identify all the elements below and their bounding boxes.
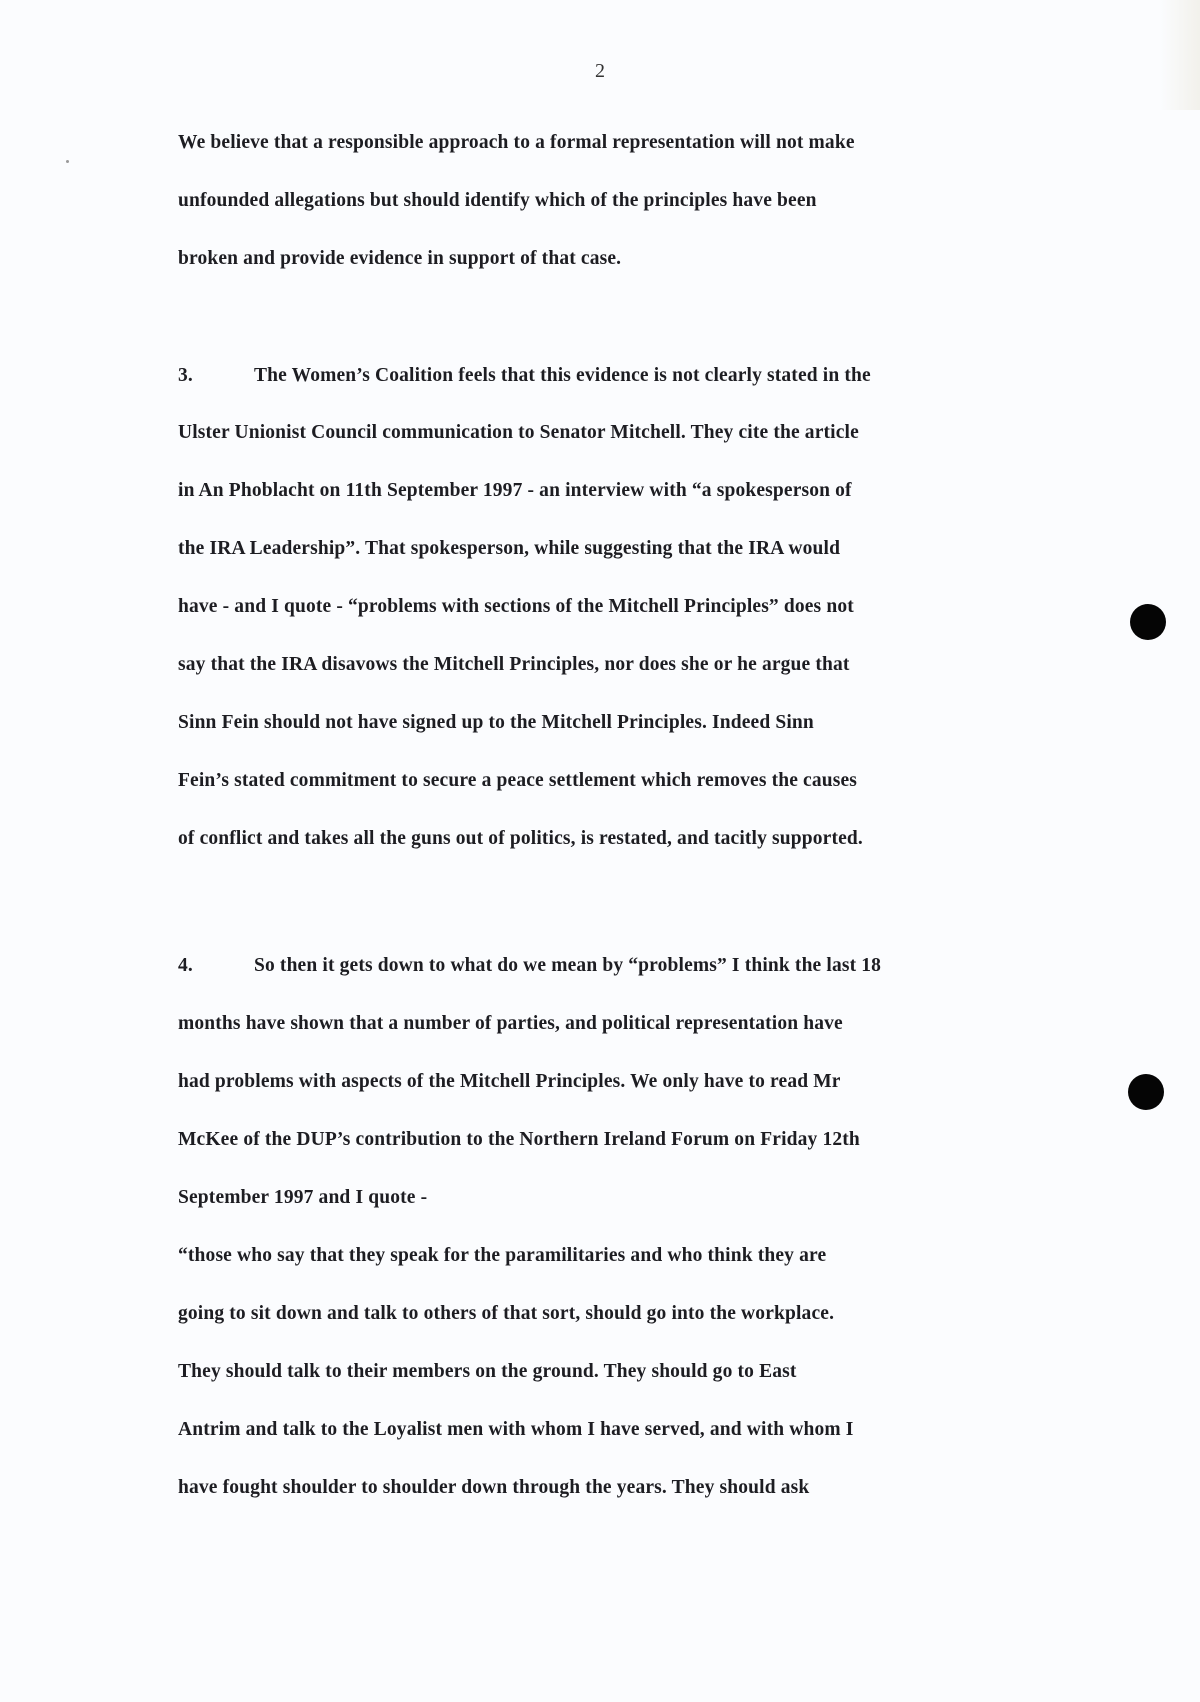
quote-line: Antrim and talk to the Loyalist men with whom I have served, and with whom I — [178, 1419, 854, 1440]
text-line: had problems with aspects of the Mitchell Principles. We only have to read Mr — [178, 1071, 841, 1092]
text-line: broken and provide evidence in support of that case. — [178, 248, 622, 269]
text-line: months have shown that a number of parties, and political representation have — [178, 1013, 843, 1034]
text-line: Ulster Unionist Council communication to Senator Mitchell. They cite the article — [178, 422, 859, 443]
text-line: Sinn Fein should not have signed up to the Mitchell Principles. Indeed Sinn — [178, 712, 814, 733]
text-line: have - and I quote - “problems with sections of the Mitchell Principles” does not — [178, 596, 854, 617]
text-line: Fein’s stated commitment to secure a peace settlement which removes the causes — [178, 770, 858, 791]
text-line: We believe that a responsible approach to a formal representation will not make — [178, 132, 855, 153]
text-line: of conflict and takes all the guns out of politics, is restated, and tacitly supported. — [178, 828, 863, 849]
punch-hole — [1130, 604, 1166, 640]
paragraph-3-first-line — [178, 365, 871, 387]
quote-line: have fought shoulder to shoulder down through the years. They should ask — [178, 1477, 810, 1498]
text-line: September 1997 and I quote - — [178, 1187, 428, 1208]
text-line: unfounded allegations but should identify which of the principles have been — [178, 190, 817, 211]
punch-hole — [1128, 1074, 1164, 1110]
quote-line: “those who say that they speak for the paramilitaries and who think they are — [178, 1245, 827, 1266]
paragraph-number: 4. — [178, 955, 193, 976]
quote-line: going to sit down and talk to others of that sort, should go into the workplace. — [178, 1303, 835, 1324]
text-line: the IRA Leadership”. That spokesperson, while suggesting that the IRA would — [178, 538, 841, 559]
page-number: 2 — [595, 60, 605, 82]
scan-speck — [66, 160, 69, 163]
paragraph-4-first-line — [178, 955, 881, 977]
quote-line: They should talk to their members on the ground. They should go to East — [178, 1361, 797, 1382]
text-line: in An Phoblacht on 11th September 1997 - an interview with “a spokesperson of — [178, 480, 852, 501]
text-line: The Women’s Coalition feels that this evidence is not clearly stated in the — [254, 365, 871, 386]
text-line: say that the IRA disavows the Mitchell Principles, nor does she or he argue that — [178, 654, 850, 675]
paragraph-number: 3. — [178, 365, 193, 386]
text-line: So then it gets down to what do we mean by “problems” I think the last 18 — [254, 955, 882, 976]
text-line: McKee of the DUP’s contribution to the Northern Ireland Forum on Friday 12th — [178, 1129, 860, 1150]
scan-edge-shadow — [1160, 0, 1200, 110]
